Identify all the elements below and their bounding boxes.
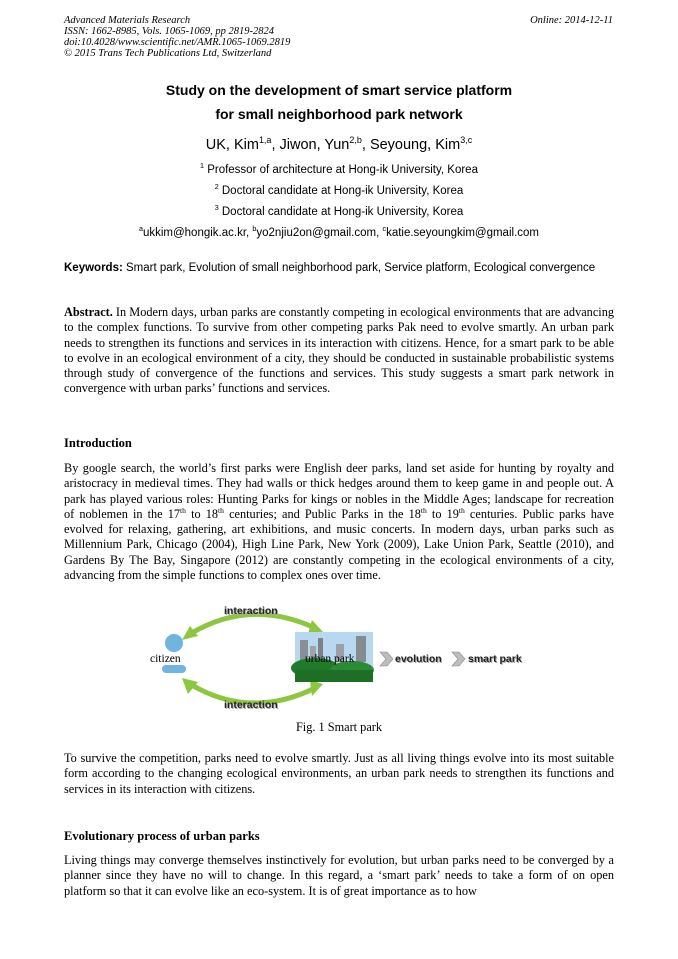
figure-smart-park [140,600,540,718]
figure-caption: Fig. 1 Smart park [295,720,383,734]
introduction-heading: Introduction [64,436,132,450]
affiliation-3: $^3$ Doctoral candidate at Hong-ik University, Korea [214,204,464,218]
label-interaction-top: interaction [224,605,278,617]
issn-line: ISSN: 1662-8985, Vols. 1065-1069, pp 2819-2824 [64,26,274,37]
author-list [0,137,678,153]
email-line: $^a$ukkim@hongik.ac.kr, $^b$yo2njiu2on@gmail.com, $^c$katie.seyoungkim@gmail.com [138,225,539,239]
journal-header [64,15,290,59]
author-3: Seyoung, Kim$^{3,c}$ [369,135,473,153]
journal-name: Advanced Materials Research [64,15,191,26]
interaction-arrow-top [190,614,315,634]
label-urban-park: urban park [305,653,355,665]
paper-title-line-2: for small neighborhood park network [215,106,463,122]
label-smart-park: smart park [468,653,522,665]
citizen-head-icon [165,634,183,652]
arrowhead-bottom-right [310,680,323,696]
paragraph-after-figure: To survive the competition, parks need to evolve smartly. Just as all living things evolve into its most suitable form according to the changing ecological environments, an urban park needs to strengthen its functions and services in its interaction with citizens. [64,751,614,796]
keywords: Keywords: Smart park, Evolution of small neighborhood park, Service platform, Ecological convergence [64,262,596,274]
label-evolution: evolution [395,653,442,665]
evolutionary-text: Living things may converge themselves instinctively for evolution, but urban parks need to be converged by a planner since they have no will to change. In this regard, a ‘smart park’ needs to take a form of on open platform so that it can evolve like an eco-system. It is of great importance as to how [64,853,614,898]
citizen-body-icon [162,665,186,673]
arrowhead-top [308,620,323,634]
introduction-text: By google search, the world’s first parks were English deer parks, land set aside for hunting by royalty and aristocracy in medieval times. They had walls or thick hedges around them to keep game in and people out. A park has played various roles: Hunting Parks for kings or nobles in the Middle Ages; landscape for recreation of noblemen in the 17th to 18th centuries; and Public Parks in the 18th to 19th centuries. Public parks have evolved for relaxing, gathering, art exhibitions, and music concerts. In modern days, urban parks such as Millennium Park, Chicago (2004), High Line Park, New York (2009), Lake Union Park, Seattle (2010), and Gardens By The Bay, Singapore (2012) are constantly competing in the ecological environments of a city, advancing from the simple functions to complex ones over time. [64,461,614,583]
online-date: Online: 2014-12-11 [530,15,613,26]
chevron-evolution-icon [380,652,393,666]
doi-line: doi:10.4028/www.scientific.net/AMR.1065-1069.2819 [64,37,291,48]
label-interaction-bottom: interaction [224,699,278,711]
evolutionary-heading: Evolutionary process of urban parks [64,829,260,843]
copyright-line: © 2015 Trans Tech Publications Ltd, Switzerland [64,48,272,59]
chevron-smart-park-icon [452,652,465,666]
abstract: Abstract. In Modern days, urban parks are constantly competing in ecological environments that are advancing to the complex functions. To survive from other competing parks Pak need to evolve smartly. An urban park needs to strengthen its functions and services in its interaction with citizens. Hence, for a smart park to be able to evolve in an ecological environment of a city, they should be conducted in sustainable probabilistic systems through study of convergence of the functions and services. This study suggests a smart park network in convergence with urban parks’ functions and services. [64,305,614,396]
label-citizen: citizen [150,653,181,665]
author-2: Jiwon, Yun$^{2,b}$, [279,135,370,153]
paper-title-line-1: Study on the development of smart service platform [165,82,513,98]
author-1: UK, Kim$^{1,a}$, [205,135,280,153]
affiliation-2: $^2$ Doctoral candidate at Hong-ik University, Korea [214,183,464,197]
affiliation-1: $^1$ Professor of architecture at Hong-ik University, Korea [200,162,478,176]
